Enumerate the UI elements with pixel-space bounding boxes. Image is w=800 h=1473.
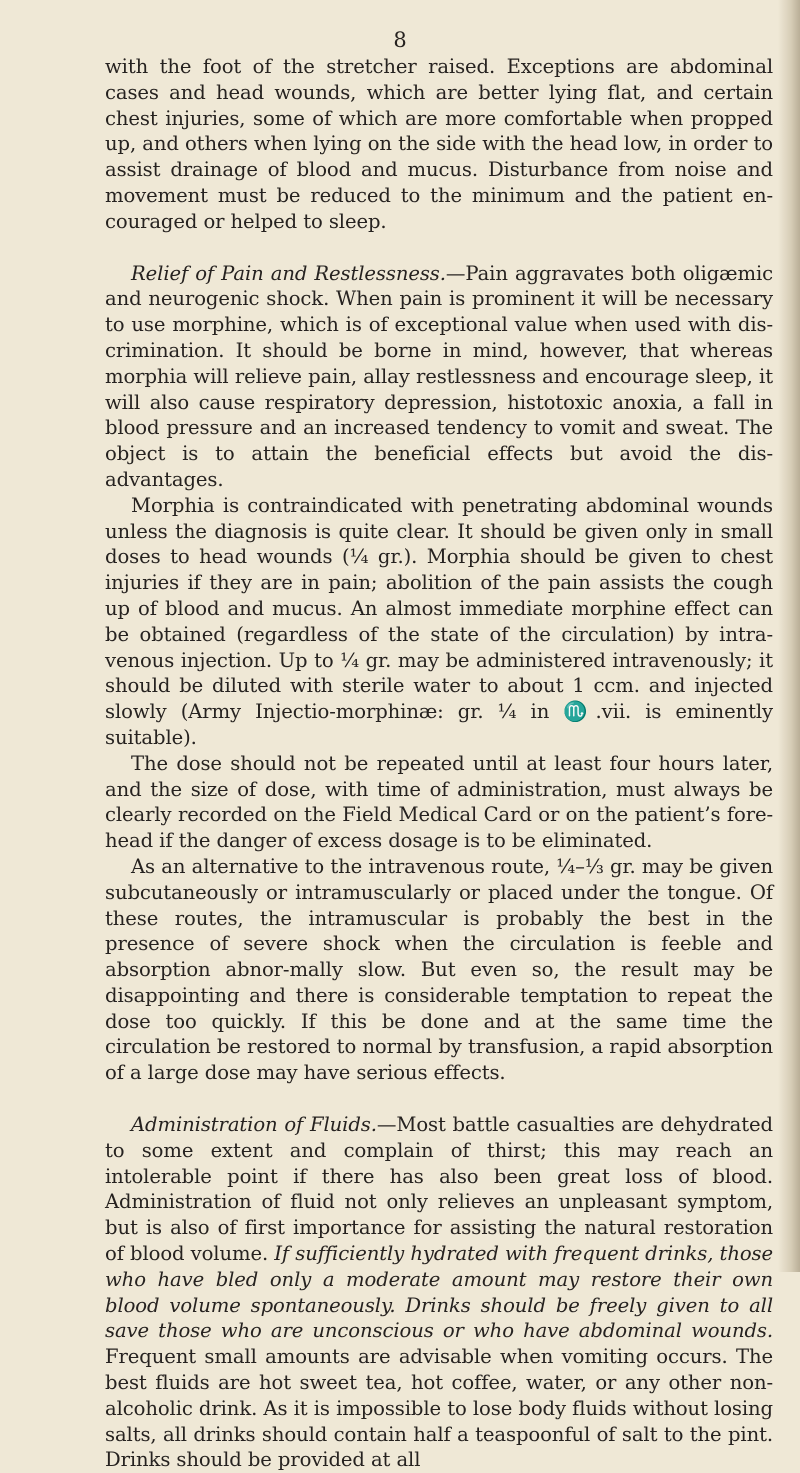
body-text (105, 54, 773, 1473)
paragraph-italic-emphasis: If sufficiently hydrated with frequent drinks, those who have bled only a moderate amount may restore their own blood volume spontaneously. Drinks should be freely given to all save those who are unconscious or who have abdominal wounds. (105, 1242, 774, 1343)
section-heading-administration-of-fluids: Administration of Fluids. (131, 1113, 377, 1137)
paragraph-morphia-contraindicated: Morphia is contraindicated with penetrating abdominal wounds unless the diagnosis is quite clear. It should be given only in small doses to head wounds (¼ gr.). Morphia should be given to chest injuries if they are in pain; abolition of the pain assists the cough up of blood and mucus. An almost immediate morphine effect can be obtained (regardless of the state of the circulation) by intra-venous injection. Up to ¼ gr. may be administered intravenously; it should be diluted with sterile water to about 1 ccm. and injected slowly (Army Injectio-morphinæ: gr. ¼ in ♏.vii. is eminently suitable). (105, 493, 773, 749)
paragraph-dose-repetition: The dose should not be repeated until at least four hours later, and the size of dose, with time of administration, must always be clearly recorded on the Field Medical Card or on the patient’s fore-head if the danger of excess dosage is to be eliminated. (105, 751, 773, 853)
page-number: 8 (393, 28, 407, 52)
paragraph-relief-of-pain (105, 261, 773, 493)
paragraph-text: —Pain aggravates both oligæmic and neurogenic shock. When pain is prominent it will be necessary to use morphine, which is of exceptional value when used with dis-crimination. It should be borne in mind, however, that whereas morphia will relieve pain, allay restlessness and encourage sleep, it will also cause respiratory depression, histotoxic anoxia, a fall in blood pressure and an increased tendency to vomit and sweat. The object is to attain the beneficial effects but avoid the dis-advantages. (105, 261, 774, 491)
paragraph-text: —Most battle casualties are dehydrated to some extent and complain of thirst; this may reach an intolerable point if there has also been great loss of blood. Administration of fluid not only relieves an unpleasant symptom, but is also of first importance for assisting the natural restoration of blood volume. (105, 1113, 773, 1266)
page-edge-shadow (778, 0, 800, 1272)
section-heading-relief-of-pain: Relief of Pain and Restlessness. (131, 261, 446, 285)
paragraph-alternative-routes: As an alternative to the intravenous route, ¼–⅓ gr. may be given subcutaneously or intramuscularly or placed under the tongue. Of these routes, the intramuscular is probably the best in the presence of severe shock when the circulation is feeble and absorption abnor-mally slow. But even so, the result may be disappointing and there is considerable temptation to repeat the dose too quickly. If this be done and at the same time the circulation be restored to normal by transfusion, a rapid absorption of a large dose may have serious effects. (105, 854, 773, 1085)
paragraph-administration-of-fluids (105, 1112, 773, 1473)
paragraph-stretcher-positioning: with the foot of the stretcher raised. Exceptions are abdominal cases and head wounds, which are better lying flat, and certain chest injuries, some of which are more comfortable when propped up, and others when lying on the side with the head low, in order to assist drainage of blood and mucus. Disturbance from noise and movement must be reduced to the minimum and the patient en-couraged or helped to sleep. (105, 55, 773, 233)
paragraph-text-tail: Frequent small amounts are advisable when vomiting occurs. The best fluids are hot sweet tea, hot coffee, water, or any other non-alcoholic drink. As it is impossible to lose body fluids without losing salts, all drinks should contain half a teaspoonful of salt to the pint. Drinks should be provided at all (105, 1345, 773, 1472)
